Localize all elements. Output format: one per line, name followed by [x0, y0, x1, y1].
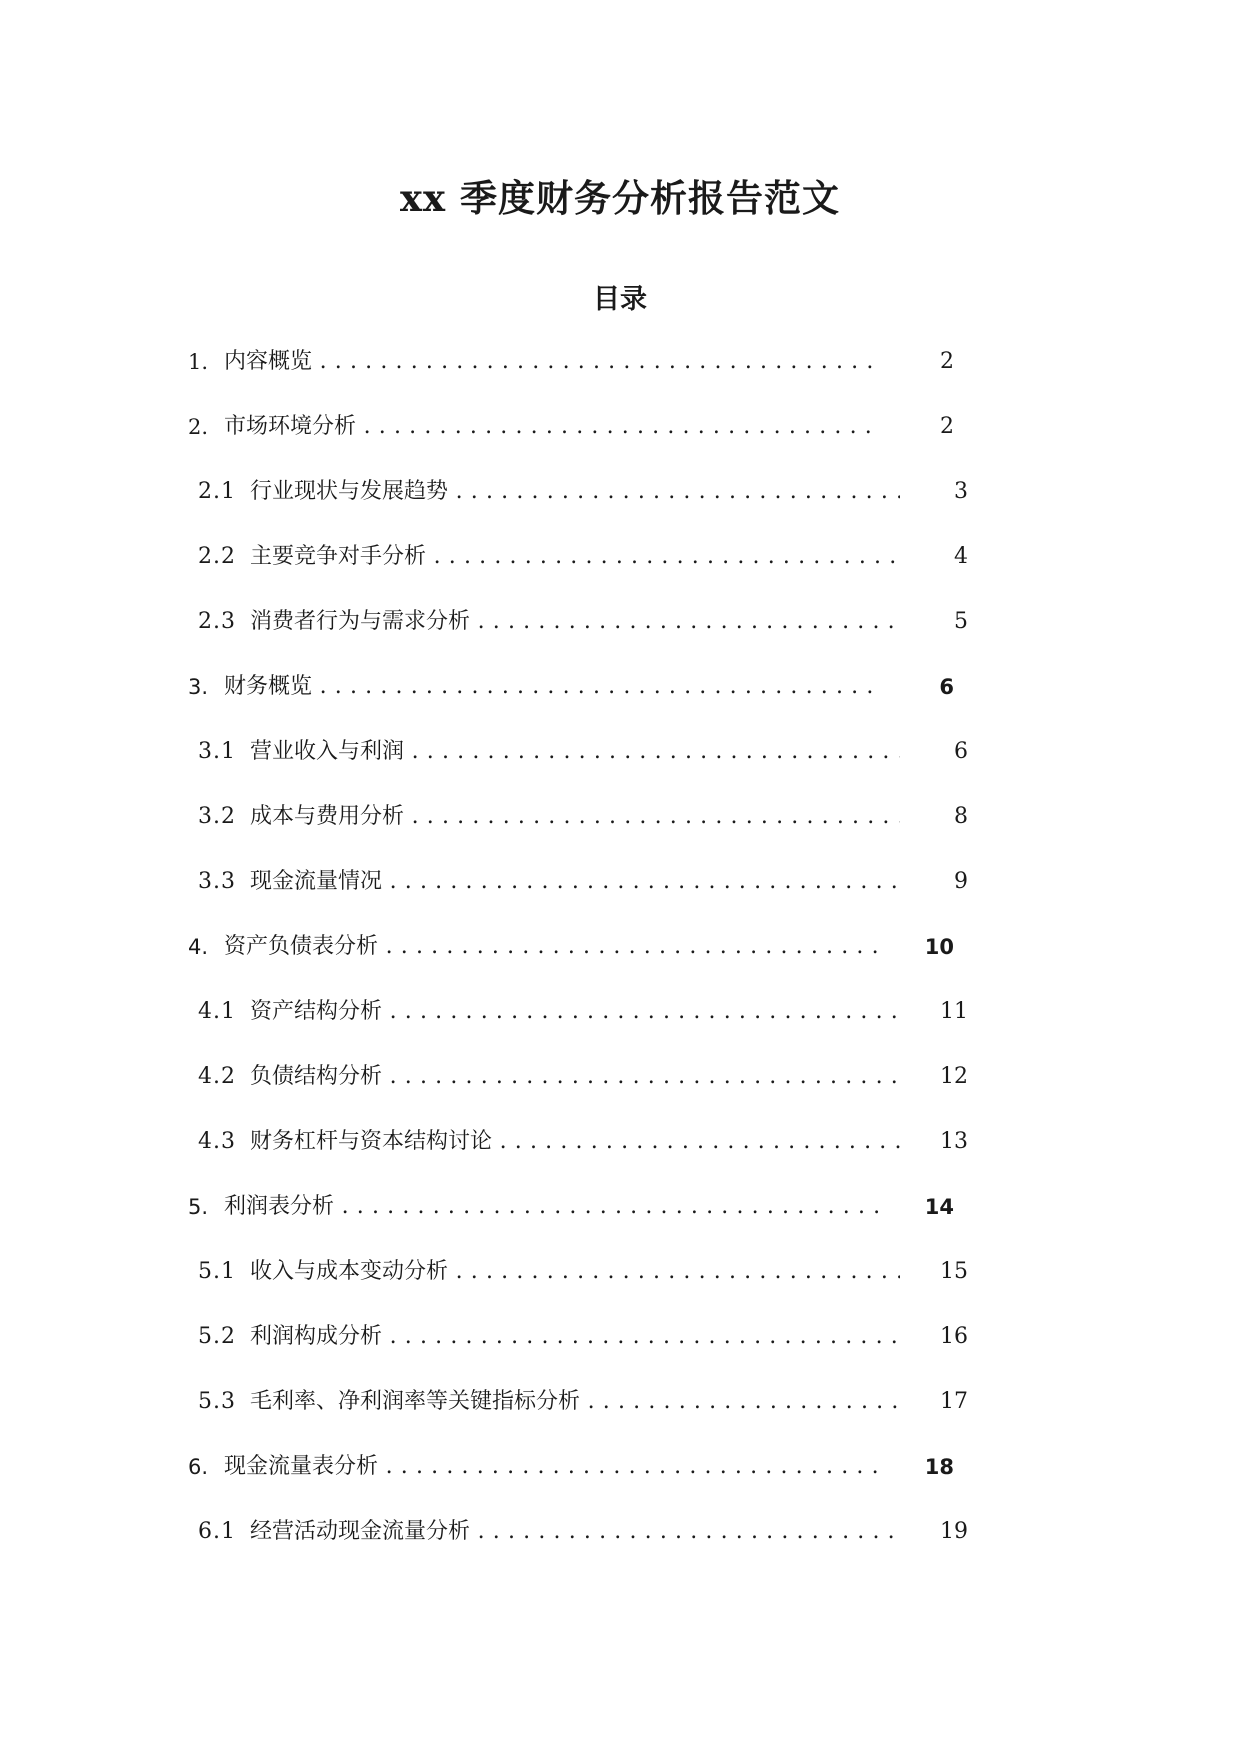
toc-entry[interactable] — [0, 990, 1240, 1055]
toc-entry-number: 5.1 — [198, 1259, 236, 1284]
toc-entry[interactable] — [0, 860, 1240, 925]
toc-entry-number: 4. — [188, 935, 209, 959]
toc-entry-number: 1. — [188, 350, 209, 374]
toc-entry-page: 4 — [900, 535, 968, 579]
toc-entry[interactable] — [0, 1250, 1240, 1315]
toc-heading: 目录 — [593, 284, 647, 315]
toc-entry-label: 市场环境分析 . . . — [224, 405, 910, 449]
toc-entry-page: 18 — [880, 1445, 954, 1489]
toc-entry[interactable] — [0, 600, 1240, 665]
toc-entry-page: 16 — [900, 1315, 968, 1359]
toc-entry-number: 6.1 — [198, 1519, 236, 1544]
toc-entry-label: 现金流量表分析 . . . — [224, 1445, 910, 1489]
toc-entry-number: 5. — [188, 1195, 209, 1219]
toc-entry[interactable] — [0, 1315, 1240, 1380]
toc-entry-page: 19 — [900, 1510, 968, 1554]
toc-entry-number: 4.3 — [198, 1129, 236, 1154]
toc-entry-label: 主要竞争对手分析 . . . — [250, 535, 932, 579]
toc-entry[interactable] — [0, 1380, 1240, 1445]
toc-entry-label: 经营活动现金流量分析 . . . — [250, 1510, 932, 1554]
toc-entry-number: 5.3 — [198, 1389, 236, 1414]
toc-entry[interactable] — [0, 925, 1240, 990]
toc-entry-page: 8 — [900, 795, 968, 839]
toc-entry[interactable] — [0, 405, 1240, 470]
toc-entry-page: 10 — [880, 925, 954, 969]
toc-entry-number: 4.2 — [198, 1064, 236, 1089]
toc-entry-page: 17 — [900, 1380, 968, 1424]
toc-entry-label: 利润构成分析 . . . — [250, 1315, 932, 1359]
toc-entry-number: 5.2 — [198, 1324, 236, 1349]
toc-entry[interactable] — [0, 1055, 1240, 1120]
toc-entry-number: 4.1 — [198, 999, 236, 1024]
toc-entry-page: 14 — [880, 1185, 954, 1229]
toc-entry[interactable] — [0, 795, 1240, 860]
toc-entry-number: 3.1 — [198, 739, 236, 764]
toc-entry-label: 财务杠杆与资本结构讨论 . . . — [250, 1120, 932, 1164]
toc-entry-number: 3.2 — [198, 804, 236, 829]
toc-entry-number: 3.3 — [198, 869, 236, 894]
toc-entry-number: 6. — [188, 1455, 209, 1479]
toc-entry-page: 2 — [880, 405, 954, 449]
toc-entry-label: 利润表分析 . . . — [224, 1185, 910, 1229]
toc-entry-page: 15 — [900, 1250, 968, 1294]
toc-entry-label: 成本与费用分析 . . . — [250, 795, 932, 839]
toc-entry-label: 毛利率、净利润率等关键指标分析 . . . — [250, 1380, 932, 1424]
toc-entry-page: 3 — [900, 470, 968, 514]
toc-entry-label: 收入与成本变动分析 . . . — [250, 1250, 932, 1294]
toc-entry-number: 2.2 — [198, 544, 236, 569]
toc-entry[interactable] — [0, 1120, 1240, 1185]
toc-entry[interactable] — [0, 1185, 1240, 1250]
toc-entry-number: 2.3 — [198, 609, 236, 634]
toc-entry-label: 内容概览 . . . — [224, 340, 910, 384]
toc-entry[interactable] — [0, 1510, 1240, 1575]
toc-entry-number: 2. — [188, 415, 209, 439]
toc-entry-label: 资产结构分析 . . . — [250, 990, 932, 1034]
toc-entry-label: 消费者行为与需求分析 . . . — [250, 600, 932, 644]
toc-entry-number: 3. — [188, 675, 209, 699]
toc-entry[interactable] — [0, 1445, 1240, 1510]
toc-entry[interactable] — [0, 730, 1240, 795]
document-title: xx 季度财务分析报告范文 — [400, 176, 840, 220]
toc-entry-label: 营业收入与利润 . . . — [250, 730, 932, 774]
toc-entry[interactable] — [0, 340, 1240, 405]
toc-entry-page: 2 — [880, 340, 954, 384]
toc-entry-label: 负债结构分析 . . . — [250, 1055, 932, 1099]
toc-entry-page: 6 — [900, 730, 968, 774]
toc-entry-label: 现金流量情况 . . . — [250, 860, 932, 904]
toc-entry-page: 9 — [900, 860, 968, 904]
toc-entry-page: 12 — [900, 1055, 968, 1099]
toc-entry[interactable] — [0, 535, 1240, 600]
toc-entry-label: 行业现状与发展趋势 . . . — [250, 470, 932, 514]
toc-entry-page: 5 — [900, 600, 968, 644]
toc-entry-label: 财务概览 . . . — [224, 665, 910, 709]
toc-entry-number: 2.1 — [198, 479, 236, 504]
toc-entry-page: 13 — [900, 1120, 968, 1164]
toc-entry-label: 资产负债表分析 . . . — [224, 925, 910, 969]
toc-entry[interactable] — [0, 470, 1240, 535]
toc-entry-page: 11 — [900, 990, 968, 1034]
table-of-contents — [0, 340, 1240, 1575]
toc-entry-page: 6 — [880, 665, 954, 709]
toc-entry[interactable] — [0, 665, 1240, 730]
